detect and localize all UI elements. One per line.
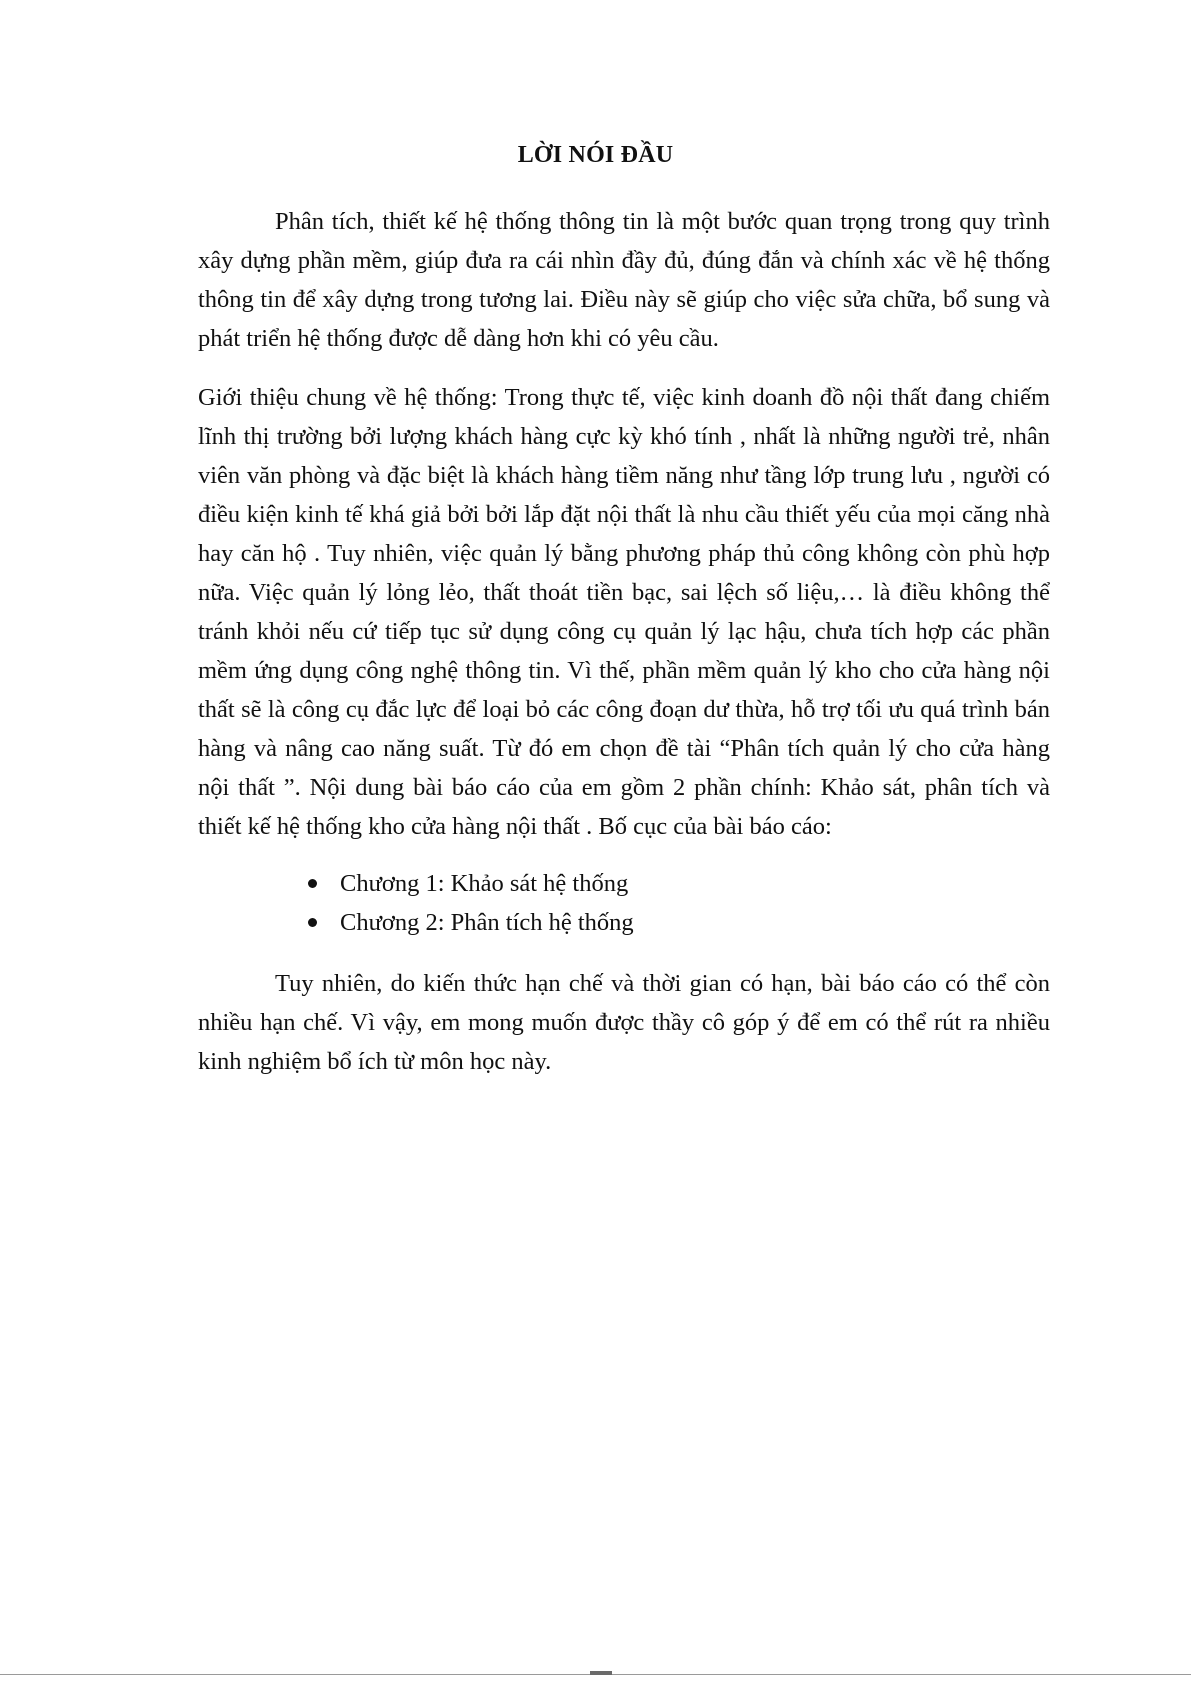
list-item [308, 903, 1050, 942]
closing-paragraph: Tuy nhiên, do kiến thức hạn chế và thời gian có hạn, bài báo cáo có thể còn nhiều hạn chế. Vì vậy, em mong muốn được thầy cô góp ý để em có thể rút ra nhiều kinh nghiệm bổ ích từ môn học này. [198, 970, 1050, 1075]
document-body [198, 202, 1050, 1081]
chapter-2-label: Chương 2: Phân tích hệ thống [340, 909, 634, 936]
intro-paragraph: Phân tích, thiết kế hệ thống thông tin là một bước quan trọng trong quy trình xây dựng phần mềm, giúp đưa ra cái nhìn đầy đủ, đúng đắn và chính xác về hệ thống thông tin để xây dựng trong tương lai. Điều này sẽ giúp cho việc sửa chữa, bổ sung và phát triển hệ thống được dễ dàng hơn khi có yêu cầu. [198, 208, 1050, 352]
chapter-list [198, 864, 1050, 942]
list-item [308, 864, 1050, 903]
page-title: LỜI NÓI ĐẦU [517, 142, 674, 168]
bullet-icon [308, 879, 317, 888]
system-overview-paragraph: Giới thiệu chung về hệ thống: Trong thực tế, việc kinh doanh đồ nội thất đang chiếm lĩnh thị trường bởi lượng khách hàng cực kỳ khó tính , nhất là những người trẻ, nhân viên văn phòng và đặc biệt là khách hàng tiềm năng như tầng lớp trung lưu , người có điều kiện kinh tế khá giả bởi bởi lắp đặt nội thất là nhu cầu thiết yếu của mọi căng nhà hay căn hộ . Tuy nhiên, việc quản lý bằng phương pháp thủ công không còn phù hợp nữa. Việc quản lý lỏng lẻo, thất thoát tiền bạc, sai lệch số liệu,… là điều không thể tránh khỏi nếu cứ tiếp tục sử dụng công cụ quản lý lạc hậu, chưa tích hợp các phần mềm ứng dụng công nghệ thông tin. Vì thế, phần mềm quản lý kho cho cửa hàng nội thất sẽ là công cụ đắc lực để loại bỏ các công đoạn dư thừa, hỗ trợ tối ưu quá trình bán hàng và nâng cao năng suất. Từ đó em chọn đề tài “Phân tích quản lý cho cửa hàng nội thất ”. Nội dung bài báo cáo của em gồm 2 phần chính: Khảo sát, phân tích và thiết kế hệ thống kho cửa hàng nội thất . Bố cục của bài báo cáo: [198, 384, 1050, 840]
page-bottom-mark [590, 1671, 612, 1675]
bullet-icon [308, 918, 317, 927]
chapter-1-label: Chương 1: Khảo sát hệ thống [340, 870, 629, 897]
